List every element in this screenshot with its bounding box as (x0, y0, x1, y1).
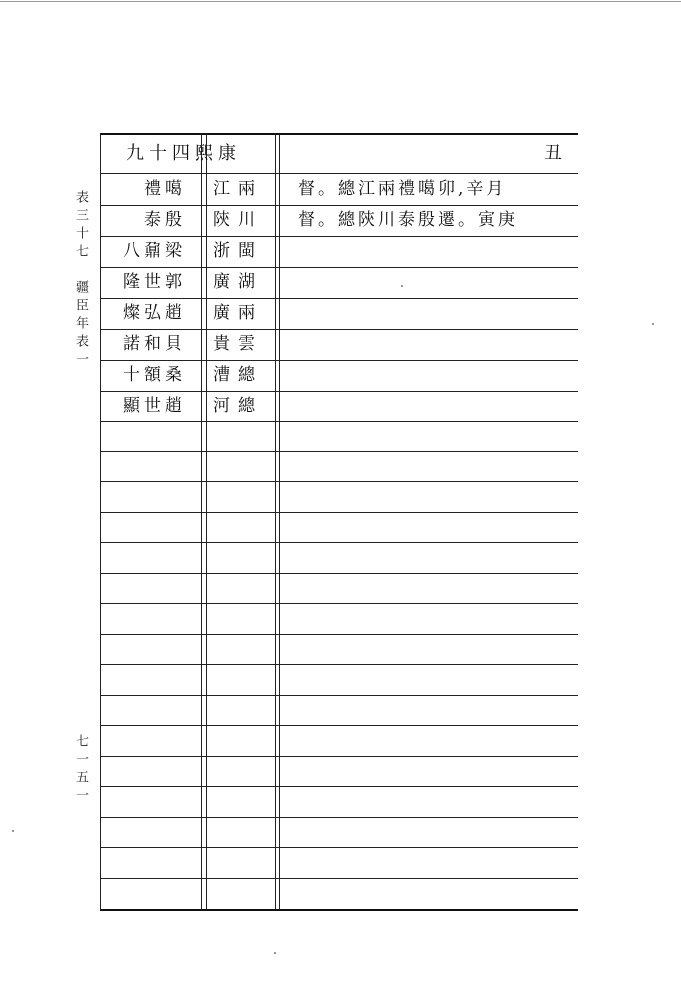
official-name: 隆世郭 (123, 272, 186, 292)
row-rule (100, 786, 578, 787)
event-text: 督。總陝川泰殷遷。寅庚 (298, 210, 518, 230)
table-left-rule (100, 133, 101, 910)
row-rule (100, 817, 578, 818)
row-rule (100, 664, 578, 665)
table-bottom-rule (100, 909, 578, 911)
row-rule (100, 573, 578, 574)
scan-speck (401, 285, 403, 287)
official-post: 浙閩 (213, 241, 263, 261)
row-rule (100, 756, 578, 757)
event-text: 督。總江兩禮噶卯,辛月 (298, 179, 507, 199)
row-rule (100, 847, 578, 848)
official-name: 八鼐梁 (123, 241, 186, 261)
row-rule (100, 634, 578, 635)
side-running-title: 表三十七 疆臣年表一 (73, 190, 88, 370)
row-rule (100, 695, 578, 696)
row-rule (100, 725, 578, 726)
official-post: 廣湖 (213, 272, 263, 292)
official-post: 陝川 (213, 210, 263, 230)
column-rule (279, 133, 280, 910)
row-rule (100, 603, 578, 604)
row-rule (100, 878, 578, 879)
row-rule (100, 421, 578, 422)
year-table (100, 133, 578, 913)
official-name: 諾和貝 (123, 334, 186, 354)
official-post: 江兩 (213, 179, 263, 199)
official-post: 貴雲 (213, 334, 263, 354)
row-rule (100, 542, 578, 543)
page-top-rule (0, 1, 681, 2)
column-rule (206, 133, 207, 910)
official-name: 泰殷 (144, 210, 186, 230)
row-rule (100, 481, 578, 482)
table-top-rule (100, 133, 578, 135)
official-name: 燦弘趙 (123, 303, 186, 323)
official-name: 禮噶 (144, 179, 186, 199)
scan-speck (12, 830, 14, 832)
row-rule (100, 451, 578, 452)
column-rule (201, 133, 202, 910)
column-rule (275, 133, 276, 910)
official-name: 顯世趙 (123, 396, 186, 416)
official-post: 漕總 (213, 365, 263, 385)
year-label: 九十四熙康 (126, 143, 241, 164)
branch-label: 丑 (544, 143, 563, 164)
row-rule (100, 512, 578, 513)
official-post: 廣兩 (213, 303, 263, 323)
official-post: 河總 (213, 396, 263, 416)
side-page-number: 七一五一 (73, 734, 88, 806)
scan-speck (274, 952, 276, 954)
scan-speck (652, 323, 654, 325)
official-name: 十額桑 (123, 365, 186, 385)
